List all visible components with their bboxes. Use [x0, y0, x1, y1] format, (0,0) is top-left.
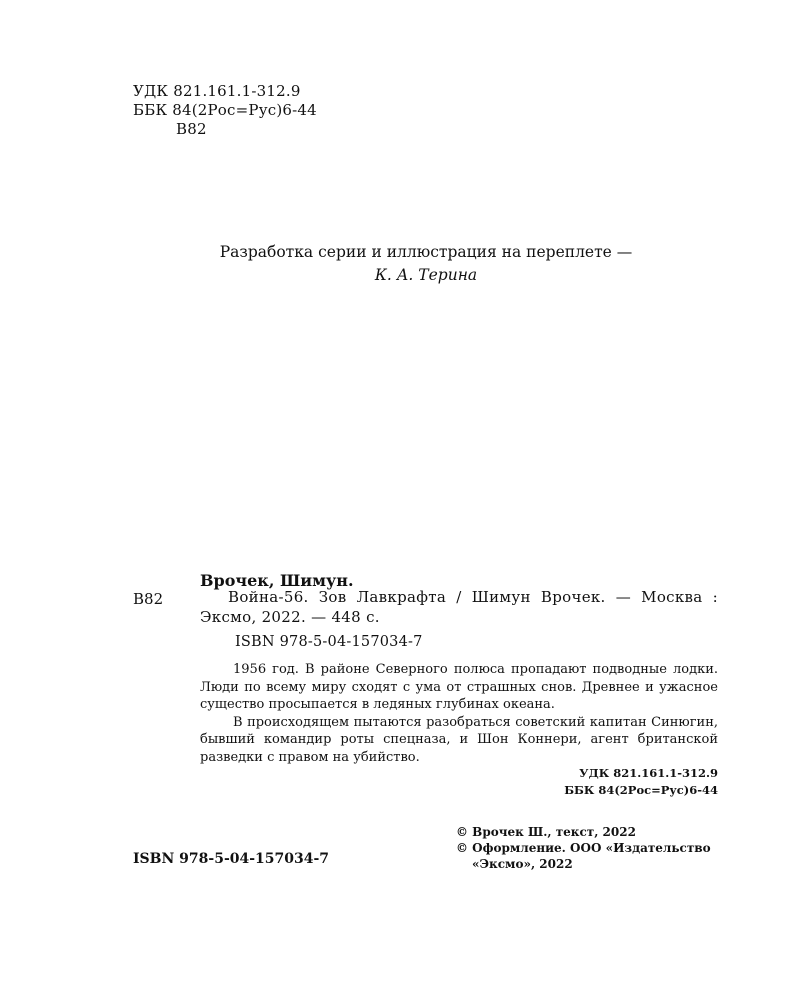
top-classification-codes	[133, 82, 317, 139]
card-isbn: ISBN 978-5-04-157034-7	[235, 634, 423, 650]
card-udk: УДК 821.161.1-312.9	[579, 766, 718, 780]
credit-line: Разработка серии и иллюстрация на переплете —	[219, 243, 633, 261]
bbk-code: ББК 84(2Рос=Рус)6-44	[133, 101, 317, 119]
card-index-mark: В82	[133, 590, 164, 608]
card-bbk: ББК 84(2Рос=Рус)6-44	[564, 783, 718, 797]
designer-name: К. А. Терина	[374, 266, 478, 284]
author-mark: В82	[176, 120, 207, 138]
annotation-paragraph: 1956 год. В районе Северного полюса пропадают подводные лодки. Люди по всему миру сходят с ума от страшных снов. Древнее и ужасное существо просыпается в ледяных глубинах океана.	[200, 662, 718, 712]
card-title-line: Война-56. Зов Лавкрафта / Шимун Врочек. — Москва : Эксмо, 2022. — 448 с.	[200, 588, 718, 626]
udk-code: УДК 821.161.1-312.9	[133, 82, 301, 100]
copyright-block	[456, 824, 722, 872]
card-author: Врочек, Шимун.	[200, 571, 354, 590]
copyright-text: © Врочек Ш., текст, 2022	[456, 825, 636, 839]
annotation-paragraph: В происходящем пытаются разобраться советский капитан Синюгин, бывший командир роты спецназа, и Шон Коннери, агент британской разведки с правом на убийство.	[200, 714, 718, 765]
card-annotation	[200, 661, 718, 766]
series-credit	[0, 241, 800, 287]
copyright-design: © Оформление. ООО «Издательство	[456, 841, 711, 855]
card-classification-codes	[460, 765, 718, 799]
copyright-design-cont: «Эксмо», 2022	[472, 857, 573, 871]
isbn-bottom: ISBN 978-5-04-157034-7	[133, 851, 330, 867]
